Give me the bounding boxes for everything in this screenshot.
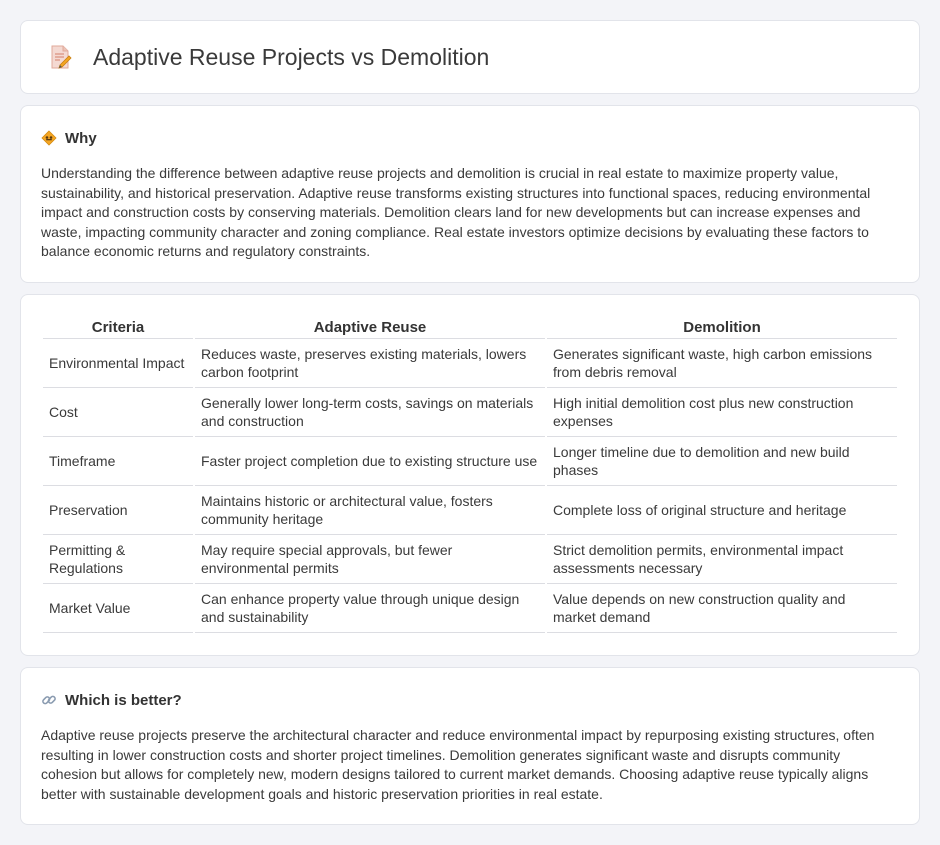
demolition-cell: Value depends on new construction quality and market demand [547, 584, 897, 633]
comparison-table [41, 315, 899, 633]
table-row [43, 535, 897, 584]
diamond-sign-icon [41, 130, 57, 146]
criteria-cell: Permitting & Regulations [43, 535, 193, 584]
header-adaptive-reuse: Adaptive Reuse [195, 315, 545, 339]
why-header [41, 126, 899, 150]
adaptive-reuse-cell: Generally lower long-term costs, savings on materials and construction [195, 388, 545, 437]
document-pencil-icon [47, 44, 73, 70]
better-header [41, 688, 899, 712]
why-title: Why [65, 129, 97, 147]
demolition-cell: Longer timeline due to demolition and new build phases [547, 437, 897, 486]
table-row [43, 486, 897, 535]
header-demolition: Demolition [547, 315, 897, 339]
comparison-card [20, 294, 920, 656]
criteria-cell: Timeframe [43, 437, 193, 486]
criteria-cell: Environmental Impact [43, 339, 193, 388]
adaptive-reuse-cell: Maintains historic or architectural value, fosters community heritage [195, 486, 545, 535]
demolition-cell: Strict demolition permits, environmental impact assessments necessary [547, 535, 897, 584]
better-text: Adaptive reuse projects preserve the architectural character and reduce environmental impact by repurposing existing structures, often resulting in lower construction costs and shorter project timelines. Demolition generates significant waste and disrupts community cohesion but allows for completely new, modern designs tailored to current market demands. Choosing adaptive reuse typically aligns better with sustainable development goals and historic preservation priorities in real estate. [41, 727, 875, 802]
why-section [20, 105, 920, 283]
page-title: Adaptive Reuse Projects vs Demolition [93, 43, 490, 70]
demolition-cell: Generates significant waste, high carbon emissions from debris removal [547, 339, 897, 388]
demolition-cell: High initial demolition cost plus new construction expenses [547, 388, 897, 437]
demolition-cell: Complete loss of original structure and heritage [547, 486, 897, 535]
criteria-cell: Cost [43, 388, 193, 437]
adaptive-reuse-cell: May require special approvals, but fewer environmental permits [195, 535, 545, 584]
criteria-cell: Preservation [43, 486, 193, 535]
criteria-cell: Market Value [43, 584, 193, 633]
table-row [43, 388, 897, 437]
header-criteria: Criteria [43, 315, 193, 339]
adaptive-reuse-cell: Reduces waste, preserves existing materials, lowers carbon footprint [195, 339, 545, 388]
table-row [43, 437, 897, 486]
adaptive-reuse-cell: Faster project completion due to existing structure use [195, 437, 545, 486]
title-card [20, 20, 920, 94]
better-title: Which is better? [65, 691, 182, 709]
table-row [43, 339, 897, 388]
why-text: Understanding the difference between adaptive reuse projects and demolition is crucial in real estate to maximize property value, sustainability, and historical preservation. Adaptive reuse transforms existing structures into functional spaces, reducing environmental impact and construction costs by conserving materials. Demolition clears land for new developments but can increase expenses and waste, impacting community character and zoning compliance. Real estate investors optimize decisions by evaluating these factors to balance economic returns and regulatory constraints. [41, 165, 871, 260]
which-is-better-section [20, 667, 920, 825]
adaptive-reuse-cell: Can enhance property value through unique design and sustainability [195, 584, 545, 633]
table-row [43, 584, 897, 633]
link-icon [41, 692, 57, 708]
table-header-row [43, 315, 897, 339]
